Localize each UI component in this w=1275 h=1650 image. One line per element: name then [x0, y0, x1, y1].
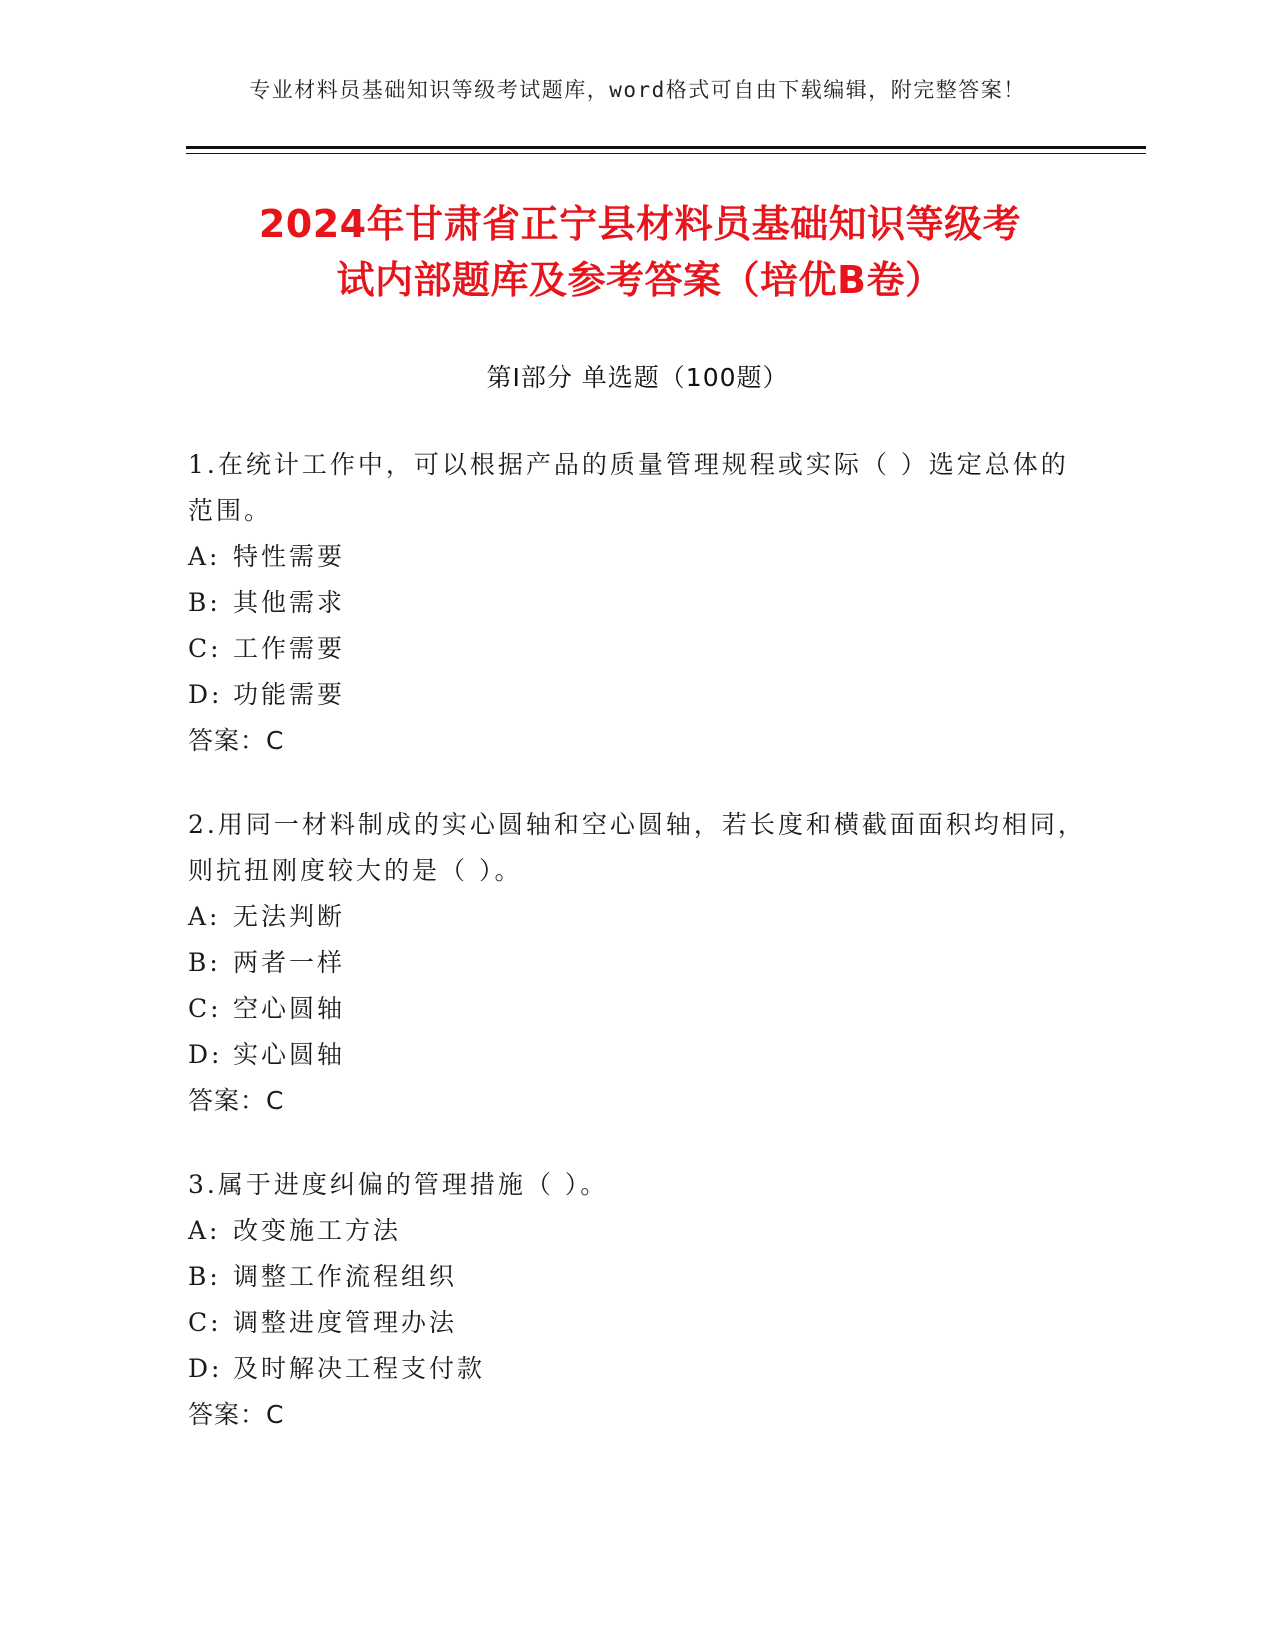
- option-text: 工作需要: [233, 634, 346, 663]
- option-text: 无法判断: [233, 902, 346, 931]
- answer-line: 答案：C: [188, 726, 285, 755]
- answer-line: 答案：C: [188, 1400, 285, 1429]
- document-title-line-1: 2024年甘肃省正宁县材料员基础知识等级考: [258, 202, 1022, 246]
- answer-line: 答案：C: [188, 1086, 285, 1115]
- option-text: 两者一样: [233, 948, 346, 977]
- option-d: [188, 1346, 1088, 1392]
- option-text: 其他需求: [233, 588, 346, 617]
- option-key: D:: [188, 1354, 223, 1383]
- option-a: [188, 534, 1088, 580]
- question-list: [188, 442, 1088, 1476]
- option-b: [188, 580, 1088, 626]
- option-key: C:: [188, 634, 222, 663]
- option-key: D:: [188, 1040, 223, 1069]
- question-1: [188, 442, 1088, 764]
- option-text: 空心圆轴: [233, 994, 346, 1023]
- option-a: [188, 894, 1088, 940]
- page-header-note: 专业材料员基础知识等级考试题库，word格式可自由下载编辑，附完整答案！: [249, 78, 1026, 102]
- option-c: [188, 1300, 1088, 1346]
- option-text: 及时解决工程支付款: [233, 1354, 486, 1383]
- option-b: [188, 1254, 1088, 1300]
- option-text: 调整进度管理办法: [233, 1308, 458, 1337]
- option-a: [188, 1208, 1088, 1254]
- option-key: C:: [188, 994, 222, 1023]
- option-d: [188, 672, 1088, 718]
- option-c: [188, 986, 1088, 1032]
- option-b: [188, 940, 1088, 986]
- header-divider-thin: [186, 153, 1146, 154]
- option-c: [188, 626, 1088, 672]
- option-text: 改变施工方法: [233, 1216, 402, 1245]
- option-d: [188, 1032, 1088, 1078]
- option-key: A:: [188, 542, 221, 571]
- option-text: 实心圆轴: [233, 1040, 346, 1069]
- option-key: C:: [188, 1308, 222, 1337]
- question-2: [188, 802, 1088, 1124]
- option-text: 特性需要: [233, 542, 346, 571]
- question-stem: 2.用同一材料制成的实心圆轴和空心圆轴，若长度和横截面面积均相同，则抗扭刚度较大的是（ ）。: [188, 810, 1086, 885]
- document-title: [180, 196, 1100, 308]
- option-text: 调整工作流程组织: [233, 1262, 458, 1291]
- question-stem: 3.属于进度纠偏的管理措施（ ）。: [188, 1170, 609, 1199]
- option-key: B:: [188, 948, 221, 977]
- option-key: B:: [188, 1262, 221, 1291]
- document-title-line-2: 试内部题库及参考答案（培优B卷）: [336, 258, 944, 302]
- option-key: A:: [188, 902, 221, 931]
- question-stem: 1.在统计工作中，可以根据产品的质量管理规程或实际（ ）选定总体的范围。: [188, 450, 1069, 525]
- header-divider-thick: [186, 146, 1146, 149]
- option-text: 功能需要: [233, 680, 346, 709]
- option-key: D:: [188, 680, 223, 709]
- section-heading: 第Ⅰ部分 单选题（100题）: [486, 363, 789, 392]
- option-key: B:: [188, 588, 221, 617]
- question-3: [188, 1162, 1088, 1438]
- option-key: A:: [188, 1216, 221, 1245]
